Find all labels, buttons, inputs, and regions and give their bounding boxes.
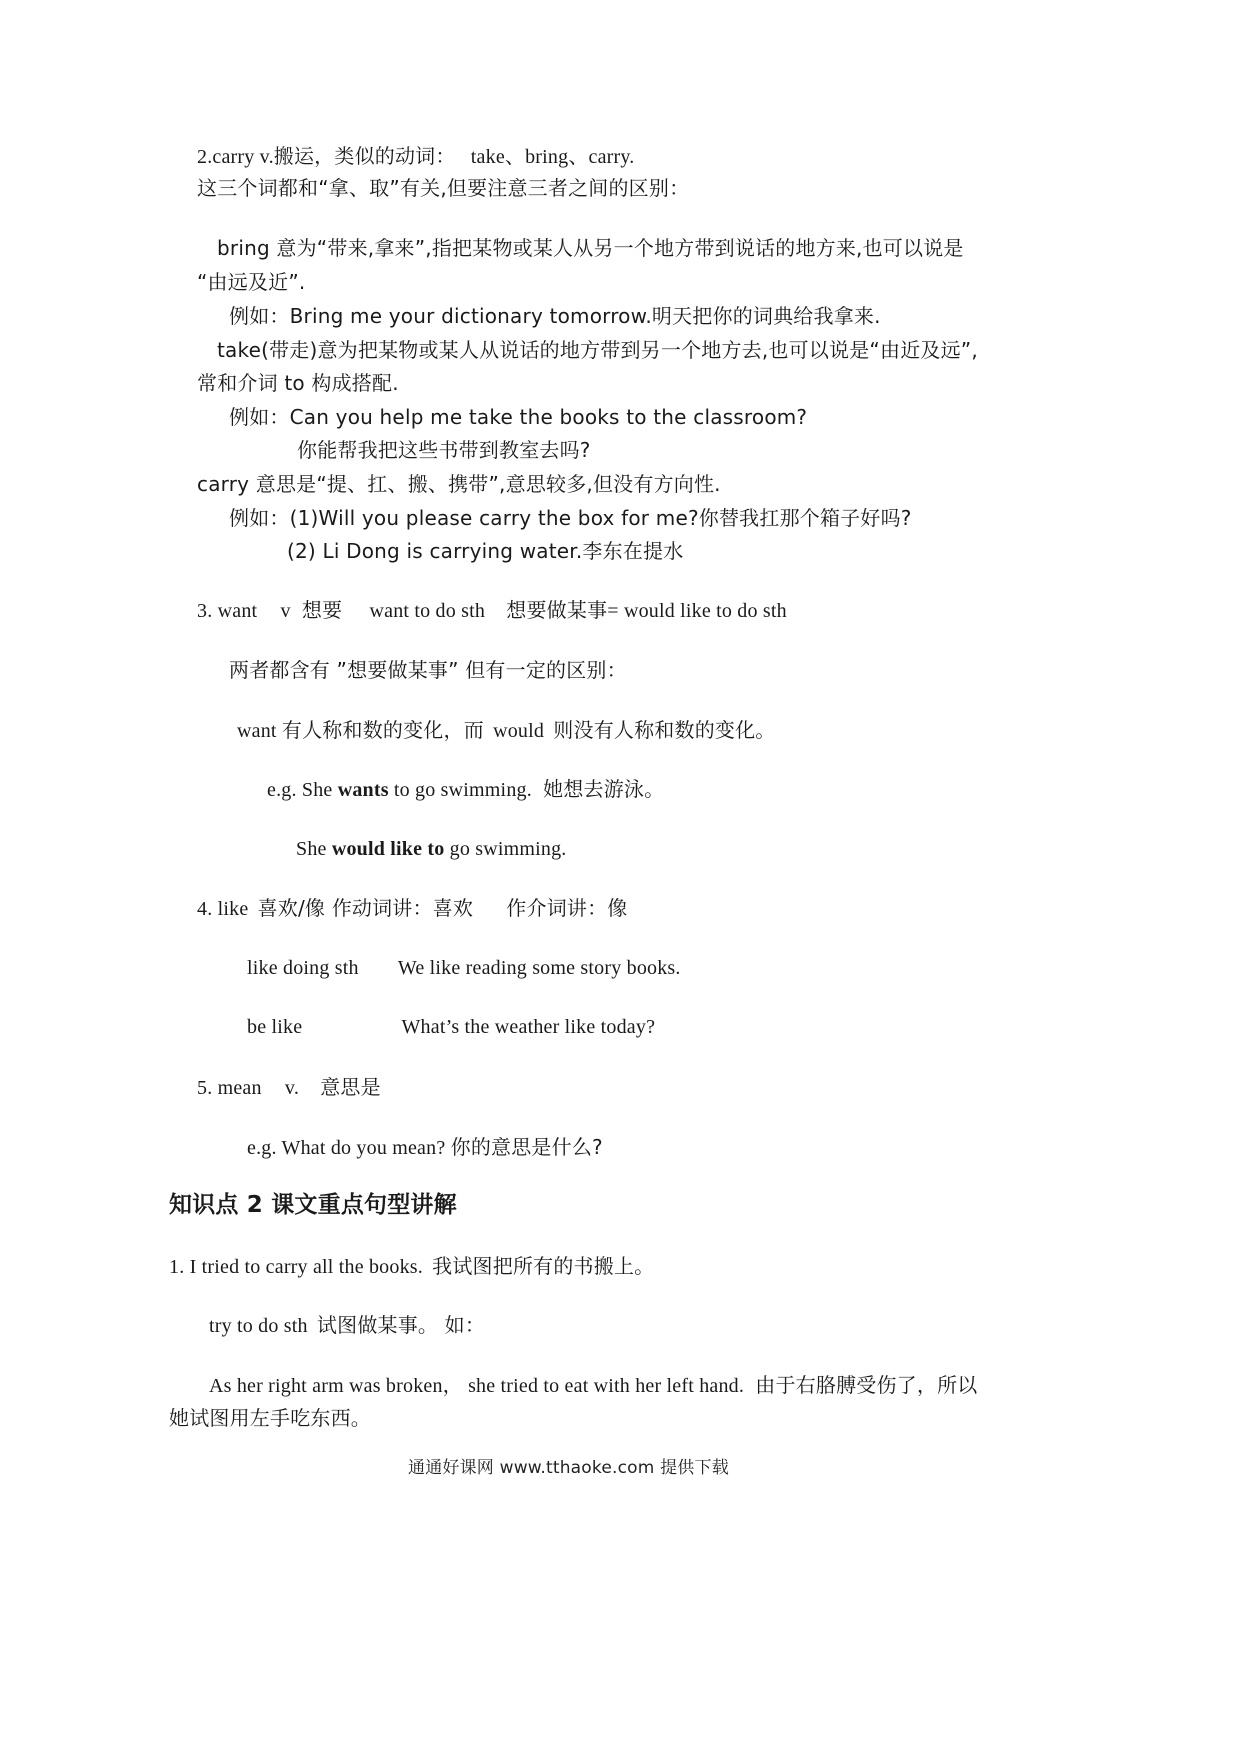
- sentence-english: 1. I tried to carry all the books.: [169, 1256, 423, 1278]
- section-heading-knowledge-2: 知识点 2 课文重点句型讲解: [169, 1192, 457, 1218]
- sentence-1: [169, 1253, 654, 1280]
- example-translation: 她想去游泳。: [543, 777, 665, 801]
- bring-example: 例如：Bring me your dictionary tomorrow.明天把你的词典给我拿来.: [229, 304, 881, 328]
- example-prefix: e.g. She: [267, 779, 338, 801]
- rule-would-desc: 则没有人称和数的变化。: [553, 718, 776, 742]
- try-example: [209, 1372, 977, 1399]
- item-5-heading: [197, 1074, 381, 1101]
- item-5-meaning: 意思是: [320, 1075, 381, 1099]
- want-difference-intro: 两者都含有 ”想要做某事” 但有一定的区别：: [229, 658, 627, 682]
- item-3-phrase-meaning: 想要做某事: [506, 598, 608, 622]
- rule-would: would: [493, 720, 545, 742]
- want-example-1: [267, 776, 664, 803]
- carry-example-1: 例如：(1)Will you please carry the box for me?你替我扛那个箱子好吗?: [229, 506, 912, 530]
- usage-example: What’s the weather like today?: [401, 1016, 656, 1038]
- take-example: 例如：Can you help me take the books to the classroom?: [229, 405, 808, 429]
- want-difference-rule: [237, 717, 776, 744]
- item-3-pos: v: [280, 600, 291, 622]
- item-2-intro: 这三个词都和“拿、取”有关,但要注意三者之间的区别：: [197, 176, 690, 200]
- item-2-meaning: 搬运，类似的动词：: [273, 144, 456, 168]
- pattern-english: try to do sth: [209, 1315, 308, 1337]
- like-usage-1: [247, 955, 681, 981]
- example-translation: 由于右胳膊受伤了，所以: [755, 1373, 978, 1397]
- item-5-pos: v.: [284, 1077, 300, 1099]
- rule-want-desc: 有人称和数的变化，而: [281, 718, 484, 742]
- take-explanation-cont: 常和介词 to 构成搭配.: [197, 371, 399, 395]
- item-3-heading: [197, 597, 787, 624]
- bring-explanation: bring 意为“带来,拿来”,指把某物或某人从另一个地方带到说话的地方来,也可以说是: [217, 236, 964, 260]
- like-usage-2: [247, 1014, 655, 1040]
- example-keyword: would like to: [331, 838, 445, 860]
- example-english: As her right arm was broken， she tried to eat with her left hand.: [209, 1375, 745, 1397]
- rule-want: want: [237, 720, 277, 742]
- usage-pattern: be like: [247, 1016, 303, 1038]
- want-example-2: [296, 836, 567, 862]
- bring-explanation-cont: “由远及近”.: [197, 270, 306, 294]
- sentence-translation: 我试图把所有的书搬上。: [432, 1254, 655, 1278]
- item-3-term: 3. want: [197, 600, 258, 622]
- carry-explanation: carry 意思是“提、扛、搬、携带”,意思较多,但没有方向性.: [197, 472, 721, 496]
- item-5-term: 5. mean: [197, 1077, 262, 1099]
- carry-example-2: (2) Li Dong is carrying water.李东在提水: [287, 539, 684, 563]
- take-explanation: take(带走)意为把某物或某人从说话的地方带到另一个地方去,也可以说是“由近及远”,: [217, 338, 978, 362]
- pattern-meaning: 试图做某事。 如：: [316, 1313, 486, 1337]
- example-english: e.g. What do you mean?: [247, 1137, 446, 1159]
- item-2-similar-verbs: take、bring、carry.: [470, 146, 635, 168]
- example-translation: 你的意思是什么?: [450, 1135, 603, 1159]
- item-3-equivalent: = would like to do sth: [607, 600, 787, 622]
- try-example-translation-cont: 她试图用左手吃东西。: [169, 1406, 371, 1430]
- item-3-meaning: 想要: [301, 598, 343, 622]
- try-to-do-pattern: [209, 1312, 485, 1339]
- usage-pattern: like doing sth: [247, 957, 359, 979]
- item-4-heading: [197, 895, 628, 922]
- item-2-term: 2.carry v.: [197, 146, 274, 168]
- example-rest: to go swimming.: [388, 779, 532, 801]
- page-footer: 通通好课网 www.tthaoke.com 提供下载: [408, 1458, 729, 1478]
- item-4-prep-meaning: 作介词讲：像: [506, 896, 628, 920]
- item-4-meaning: 喜欢/像 作动词讲：喜欢: [257, 896, 474, 920]
- item-4-term: 4. like: [197, 898, 249, 920]
- usage-example: We like reading some story books.: [397, 957, 681, 979]
- mean-example: [247, 1134, 603, 1161]
- example-prefix: She: [296, 838, 332, 860]
- item-2-heading: [197, 143, 635, 170]
- item-3-phrase: want to do sth: [369, 600, 486, 622]
- example-keyword: wants: [337, 779, 389, 801]
- take-example-translation: 你能帮我把这些书带到教室去吗?: [297, 438, 591, 462]
- example-rest: go swimming.: [444, 838, 567, 860]
